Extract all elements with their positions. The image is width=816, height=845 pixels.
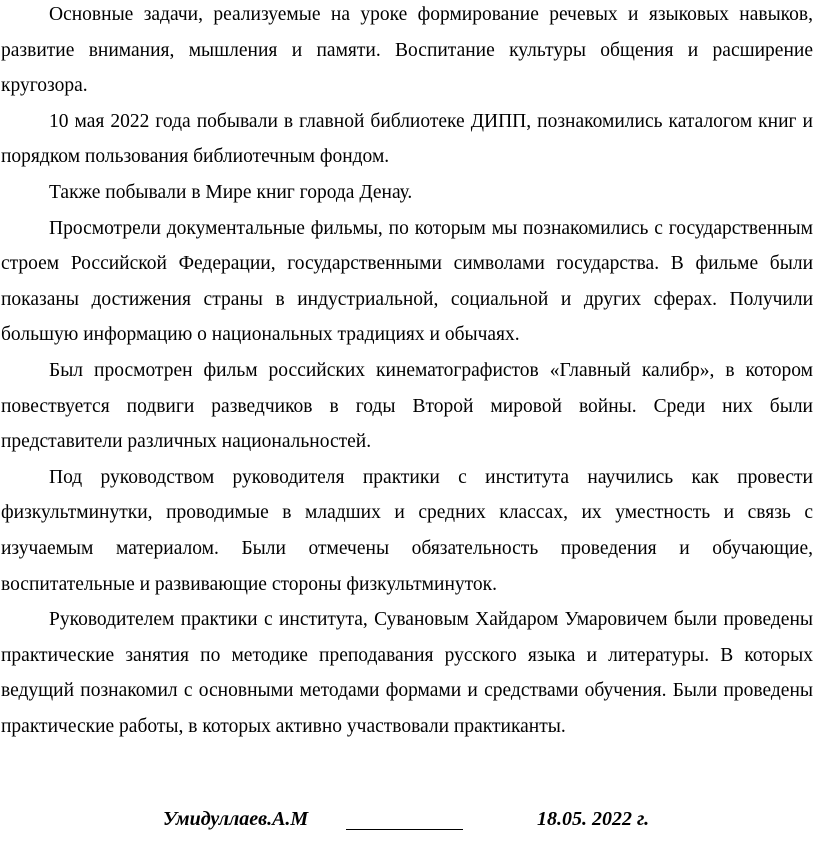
signature-block xyxy=(0,808,816,838)
paragraph-objectives: Основные задачи, реализуемые на уроке формирование речевых и языковых навыков, развитие внимания, мышления и памяти. Воспитание культуры общения и расширение кругозора. xyxy=(1,4,813,97)
paragraph-documentaries: Просмотрели документальные фильмы, по которым мы познакомились с государственным строем Российской Федерации, государственными символами государства. В фильме были показаны достижения страны в индустриальной, социальной и других сферах. Получили большую информацию о национальных традициях и обычаях. xyxy=(1,217,813,346)
signature-name: Умидуллаев.А.М xyxy=(163,808,309,830)
paragraph-book-world: Также побывали в Мире книг города Денау. xyxy=(49,181,413,203)
paragraph-practical-classes: Руководителем практики с института, Сувановым Хайдаром Умаровичем были проведены практические занятия по методике преподавания русского языка и литературы. В которых ведущий познакомил с основными методами формами и средствами обучения. Были проведены практические работы, в которых активно участвовали практиканты. xyxy=(1,609,813,737)
paragraph-physical-minutes: Под руководством руководителя практики с института научились как провести физкультминутки, проводимые в младших и средних классах, их уместность и связь с изучаемым материалом. Были отмечены обязательность проведения и обучающие, воспитательные и развивающие стороны физкультминуток. xyxy=(1,466,813,595)
signature-date: 18.05. 2022 г. xyxy=(537,808,650,830)
signature-line xyxy=(346,829,463,830)
paragraph-library-visit: 10 мая 2022 года побывали в главной библиотеке ДИПП, познакомились каталогом книг и порядком пользования библиотечным фондом. xyxy=(1,110,813,168)
paragraph-film-main-caliber: Был просмотрен фильм российских кинематографистов «Главный калибр», в котором повествуется подвиги разведчиков в годы Второй мировой войны. Среди них были представители различных национальностей. xyxy=(1,359,813,453)
